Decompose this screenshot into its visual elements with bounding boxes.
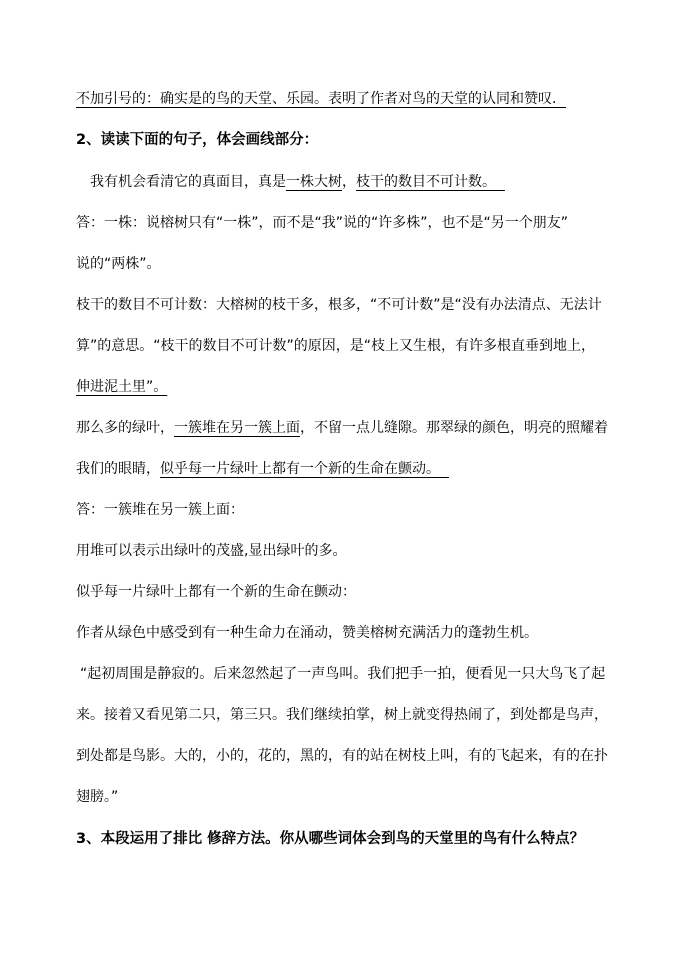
answer-4-text-2: 作者从绿色中感受到有一种生命力在涌动，赞美榕树充满活力的蓬勃生机。	[76, 625, 538, 641]
answer-2-line-3	[76, 377, 636, 397]
quoted-sentence-1	[90, 172, 650, 192]
answer-2-line-2	[76, 336, 636, 356]
passage-line-1	[80, 664, 640, 684]
sentence-2-underlined-b: 似乎每一片绿叶上都有一个新的生命在颤动。	[160, 461, 440, 477]
sentence-1-underlined-a: 一株大树	[286, 174, 342, 190]
answer-3-text-2: 用堆可以表示出绿叶的茂盛,显出绿叶的多。	[76, 543, 347, 559]
sentence-1-comma: ，	[342, 174, 356, 190]
answer-3-line-2	[76, 541, 636, 561]
answer-2-line-1	[76, 295, 636, 315]
passage-line-2	[76, 705, 636, 725]
answer-3-text-1: 答：一簇堆在另一簇上面：	[76, 502, 244, 518]
passage-text-3: 到处都是鸟影。大的，小的，花的，黑的，有的站在树枝上叫，有的飞起来，有的在扑	[76, 748, 608, 764]
quoted-sentence-2-line-2	[76, 459, 636, 479]
quoted-sentence-2-line-1	[76, 418, 636, 438]
question-3-text: 3、本段运用了排比 修辞方法。你从哪些词体会到鸟的天堂里的鸟有什么特点？	[76, 831, 585, 847]
answer-4-line-2	[76, 623, 636, 643]
conclusion-line	[76, 89, 636, 109]
question-2-heading	[76, 130, 636, 150]
answer-1-line-2	[76, 254, 636, 274]
answer-2-text-1: 枝干的数目不可计数：大榕树的枝干多，根多，“不可计数”是“没有办法清点、无法计	[76, 297, 602, 313]
sentence-2-plain-b: ，不留一点儿缝隙。那翠绿的颜色，明亮的照耀着	[300, 420, 608, 436]
answer-2-text-3: 伸进泥土里”。	[76, 379, 168, 395]
passage-line-3	[76, 746, 636, 766]
question-3-heading	[76, 829, 636, 849]
passage-text-4: 翅膀。”	[76, 789, 119, 805]
sentence-1-underline-tail	[496, 174, 505, 190]
answer-1-line-1	[76, 213, 636, 233]
passage-text-1: “起初周围是静寂的。后来忽然起了一声鸟叫。我们把手一拍，便看见一只大鸟飞了起	[80, 666, 606, 682]
answer-3-line-1	[76, 500, 636, 520]
sentence-2-underlined-a: 一簇堆在另一簇上面	[174, 420, 300, 436]
conclusion-text: 不加引号的：确实是的鸟的天堂、乐园。表明了作者对鸟的天堂的认同和赞叹．	[76, 91, 566, 107]
answer-1-text-1: 答：一株：说榕树只有“一株”，而不是“我”说的“许多株”，也不是“另一个朋友”	[76, 215, 569, 231]
answer-1-text-2: 说的“两株”。	[76, 256, 161, 272]
sentence-1-underlined-b: 枝干的数目不可计数。	[356, 174, 496, 190]
sentence-2-plain-c: 我们的眼睛，	[76, 461, 160, 477]
sentence-2-plain-a: 那么多的绿叶，	[76, 420, 174, 436]
sentence-1-plain: 我有机会看清它的真面目，真是	[90, 174, 286, 190]
passage-line-4	[76, 787, 636, 807]
answer-4-text-1: 似乎每一片绿叶上都有一个新的生命在颤动：	[76, 584, 356, 600]
answer-2-text-2: 算”的意思。“枝干的数目不可计数”的原因，是“枝上又生根，有许多根直垂到地上，	[76, 338, 596, 354]
sentence-2-underline-tail	[440, 461, 449, 477]
passage-text-2: 来。接着又看见第二只，第三只。我们继续拍掌，树上就变得热闹了，到处都是鸟声，	[76, 707, 608, 723]
answer-4-line-1	[76, 582, 636, 602]
question-2-text: 2、读读下面的句子，体会画线部分：	[76, 132, 319, 148]
